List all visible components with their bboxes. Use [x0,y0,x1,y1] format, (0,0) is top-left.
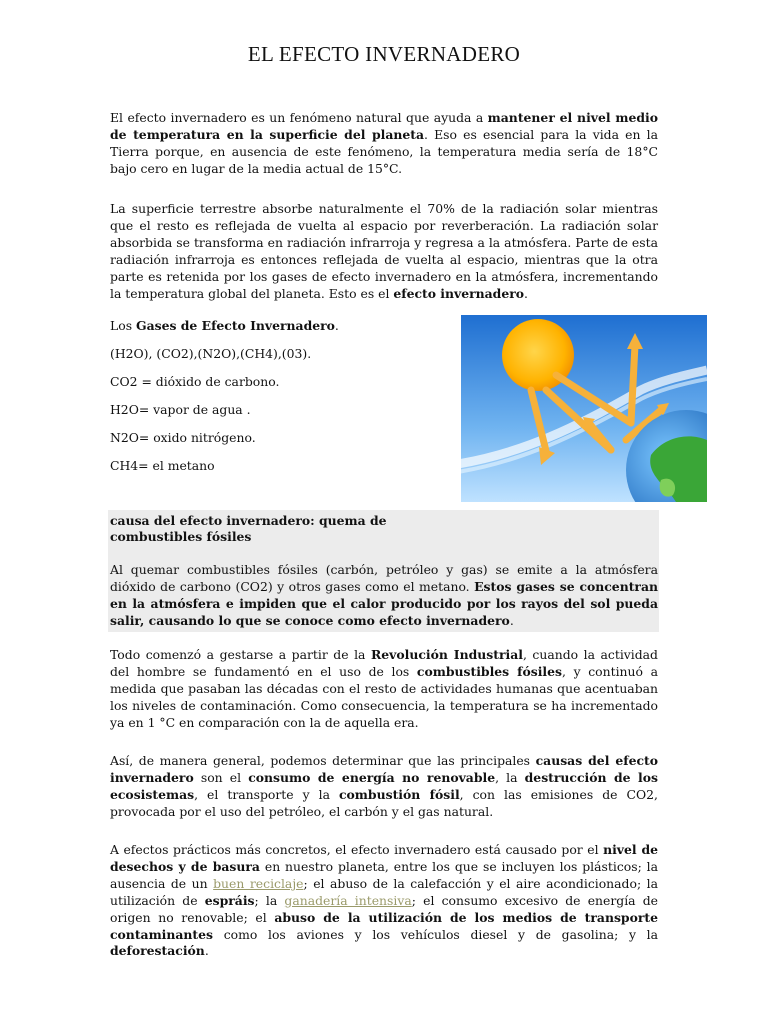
gas-co2: CO2 = dióxido de carbono. [110,374,280,389]
practical-causes-paragraph: A efectos prácticos más concretos, el efecto invernadero está causado por el nivel de desechos y de basura en nuestro planeta, entre los que se incluyen los plásticos; la ausencia de un buen reciclaje; el abuso de la calefacción y el aire acondicionado; la utilización de espráis; la ganadería intensiva; el consumo excesivo de energía de origen no renovable; el abuso de la utilización de los medios de transporte contaminantes como los aviones y los vehículos diesel y de gasolina; y la deforestación. [110,842,659,959]
gas-n2o: N2O= oxido nitrógeno. [110,430,256,445]
cause-paragraph: Al quemar combustibles fósiles (carbón, petróleo y gas) se emite a la atmósfera dióxido de carbono (CO2) y otros gases como el metano. Estos gases se concentran en la atmósfera e impiden que el calor producido por los rayos del sol pueda salir, causando lo que se conoce como efecto invernadero. [110,562,658,628]
document-title: EL EFECTO INVERNADERO [247,42,521,66]
cause-heading-line2: combustibles fósiles [110,529,252,544]
gases-list: (H2O), (CO2),(N2O),(CH4),(03). [110,346,312,361]
gas-ch4: CH4= el metano [110,458,215,473]
gas-h2o: H2O= vapor de agua . [110,402,251,417]
intensive-livestock-link[interactable]: ganadería intensiva [284,892,412,908]
greenhouse-effect-illustration [461,315,707,502]
radiation-paragraph: La superficie terrestre absorbe naturalmente el 70% de la radiación solar mientras que el resto es reflejada de vuelta al espacio por reverberación. La radiación solar absorbida se transforma en radiación infrarroja y regresa a la atmósfera. Parte de esta radiación infrarroja es entonces reflejada de vuelta al espacio, mientras que la otra parte es retenida por los gases de efecto invernadero en la atmósfera, incrementando la temperatura global del planeta. Esto es el efecto invernadero. [110,201,658,301]
recycling-link[interactable]: buen reciclaje [213,875,304,891]
industrial-revolution-paragraph: Todo comenzó a gestarse a partir de la Revolución Industrial, cuando la actividad del hombre se fundamentó en el uso de los combustibles fósiles, y continuó a medida que pasaban las décadas con el resto de actividades humanas que acentuaban los niveles de contaminación. Como consecuencia, la temperatura se ha incrementado ya en 1 °C en comparación con la de aquella era. [110,647,658,730]
intro-paragraph: El efecto invernadero es un fenómeno natural que ayuda a mantener el nivel medio de temperatura en la superficie del planeta. Eso es esencial para la vida en la Tierra porque, en ausencia de este fenómeno, la temperatura media sería de 18°C bajo cero en lugar de la media actual de 15°C. [110,110,659,176]
cause-heading-line1: causa del efecto invernadero: quema de [110,513,387,528]
gases-heading: Los Gases de Efecto Invernadero. [110,318,339,333]
causes-paragraph: Así, de manera general, podemos determinar que las principales causas del efecto invernadero son el consumo de energía no renovable, la destrucción de los ecosistemas, el transporte y la combustión fósil, con las emisiones de CO2, provocada por el uso del petróleo, el carbón y el gas natural. [110,753,658,819]
